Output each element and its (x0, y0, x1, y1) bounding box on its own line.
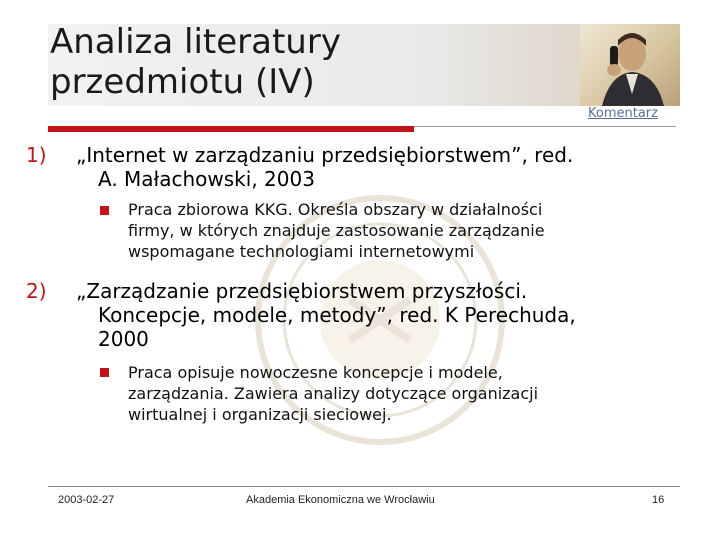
item-1-text (76, 143, 573, 191)
header-photo (580, 24, 680, 106)
person-on-phone-icon (580, 24, 680, 106)
item-1-description (128, 199, 545, 262)
footer-page-number: 16 (652, 494, 665, 506)
item-1-desc-line-2: firmy, w których znajduje zastosowanie zarządzanie (128, 221, 545, 240)
item-1-line-2: A. Małachowski, 2003 (98, 167, 315, 191)
item-2-text (76, 279, 576, 351)
item-2-number: 2) (26, 279, 47, 303)
item-2-desc-line-1: Praca opisuje nowoczesne koncepcje i modele, (128, 363, 503, 382)
item-2-desc-line-2: zarządzania. Zawiera analizy dotyczące organizacji (128, 384, 539, 403)
item-1-desc-line-3: wspomagane technologiami internetowymi (128, 242, 475, 261)
footer-date: 2003-02-27 (58, 494, 115, 506)
footer-rule (48, 486, 680, 487)
item-2-line-3: 2000 (98, 327, 149, 351)
item-2-line-1: „Zarządzanie przedsiębiorstwem przyszłości. (76, 279, 528, 303)
title-underline-bar (48, 126, 414, 132)
comment-link[interactable]: Komentarz (588, 106, 658, 121)
item-2-description (128, 362, 538, 425)
item-2-line-2: Koncepcje, modele, metody”, red. K Perechuda, (98, 303, 576, 327)
item-2-desc-line-3: wirtualnej i organizacji sieciowej. (128, 405, 392, 424)
bullet-square-icon (100, 206, 109, 215)
footer-institution: Akademia Ekonomiczna we Wrocławiu (246, 494, 435, 506)
title-line-1: Analiza literatury (50, 22, 341, 62)
item-1-desc-line-1: Praca zbiorowa KKG. Określa obszary w działalności (128, 200, 543, 219)
item-1-number: 1) (26, 143, 47, 167)
title-line-2: przedmiotu (IV) (50, 62, 315, 102)
slide-title (50, 22, 341, 102)
item-1-line-1: „Internet w zarządzaniu przedsiębiorstwem”, red. (76, 143, 574, 167)
bullet-square-icon (100, 368, 109, 377)
title-rule (414, 126, 676, 127)
